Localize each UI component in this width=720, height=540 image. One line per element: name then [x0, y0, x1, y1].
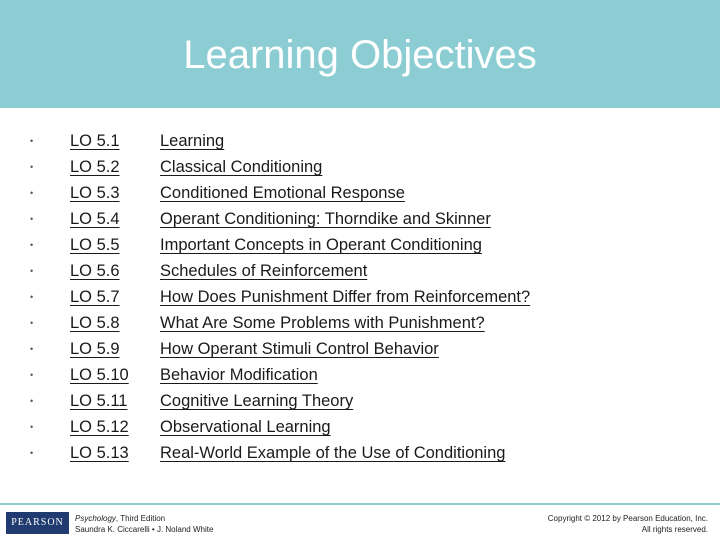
- list-item: [0, 284, 720, 310]
- bullet-icon: •: [30, 448, 34, 458]
- objective-code: LO 5.6: [70, 262, 120, 280]
- objective-code: LO 5.10: [70, 366, 129, 384]
- objective-topic: Behavior Modification: [160, 366, 318, 384]
- copyright-line-1: Copyright © 2012 by Pearson Education, Inc.: [547, 514, 708, 523]
- objectives-list: [0, 128, 720, 466]
- footer-divider: [0, 503, 720, 505]
- list-item: [0, 414, 720, 440]
- bullet-icon: •: [30, 318, 34, 328]
- bullet-icon: •: [30, 188, 34, 198]
- objective-code: LO 5.2: [70, 158, 120, 176]
- objective-code: LO 5.7: [70, 288, 120, 306]
- objective-code: LO 5.8: [70, 314, 120, 332]
- list-item: [0, 232, 720, 258]
- objective-topic: Operant Conditioning: Thorndike and Skinner: [160, 210, 491, 228]
- objective-code: LO 5.9: [70, 340, 120, 358]
- objective-topic: How Does Punishment Differ from Reinforcement?: [160, 288, 531, 306]
- objective-code: LO 5.12: [70, 418, 129, 436]
- bullet-icon: •: [30, 422, 34, 432]
- bullet-icon: •: [30, 214, 34, 224]
- copyright-line-2: All rights reserved.: [641, 525, 708, 534]
- pearson-logo: PEARSON: [6, 512, 69, 534]
- bullet-icon: •: [30, 396, 34, 406]
- list-item: [0, 180, 720, 206]
- objective-topic: Learning: [160, 132, 225, 150]
- book-edition: , Third Edition: [115, 514, 166, 523]
- list-item: [0, 206, 720, 232]
- list-item: [0, 336, 720, 362]
- bullet-icon: •: [30, 370, 34, 380]
- list-item: [0, 440, 720, 466]
- bullet-icon: •: [30, 136, 34, 146]
- page-title-text: Learning Objectives: [183, 33, 537, 77]
- bullet-icon: •: [30, 344, 34, 354]
- objective-code: LO 5.5: [70, 236, 120, 254]
- copyright-notice: [548, 513, 708, 535]
- objective-code: LO 5.13: [70, 444, 129, 462]
- list-item: [0, 388, 720, 414]
- objective-code: LO 5.1: [70, 132, 120, 150]
- bullet-icon: •: [30, 292, 34, 302]
- objective-code: LO 5.11: [70, 392, 128, 410]
- objective-topic: How Operant Stimuli Control Behavior: [160, 340, 439, 358]
- objective-code: LO 5.3: [70, 184, 120, 202]
- objective-topic: Observational Learning: [160, 418, 331, 436]
- book-title: Psychology: [75, 514, 116, 523]
- list-item: [0, 128, 720, 154]
- objective-topic: Schedules of Reinforcement: [160, 262, 368, 280]
- book-authors: Saundra K. Ciccarelli • J. Noland White: [75, 525, 214, 534]
- objective-code: LO 5.4: [70, 210, 120, 228]
- list-item: [0, 310, 720, 336]
- objective-topic: Real-World Example of the Use of Conditioning: [160, 444, 506, 462]
- list-item: [0, 362, 720, 388]
- objective-topic: Cognitive Learning Theory: [160, 392, 354, 410]
- objective-topic: Conditioned Emotional Response: [160, 184, 405, 202]
- objective-topic: Important Concepts in Operant Conditioning: [160, 236, 482, 254]
- page-title: [0, 30, 720, 80]
- bullet-icon: •: [30, 162, 34, 172]
- list-item: [0, 258, 720, 284]
- bullet-icon: •: [30, 240, 34, 250]
- objective-topic: What Are Some Problems with Punishment?: [160, 314, 485, 332]
- list-item: [0, 154, 720, 180]
- bullet-icon: •: [30, 266, 34, 276]
- book-citation: [75, 513, 213, 535]
- objective-topic: Classical Conditioning: [160, 158, 323, 176]
